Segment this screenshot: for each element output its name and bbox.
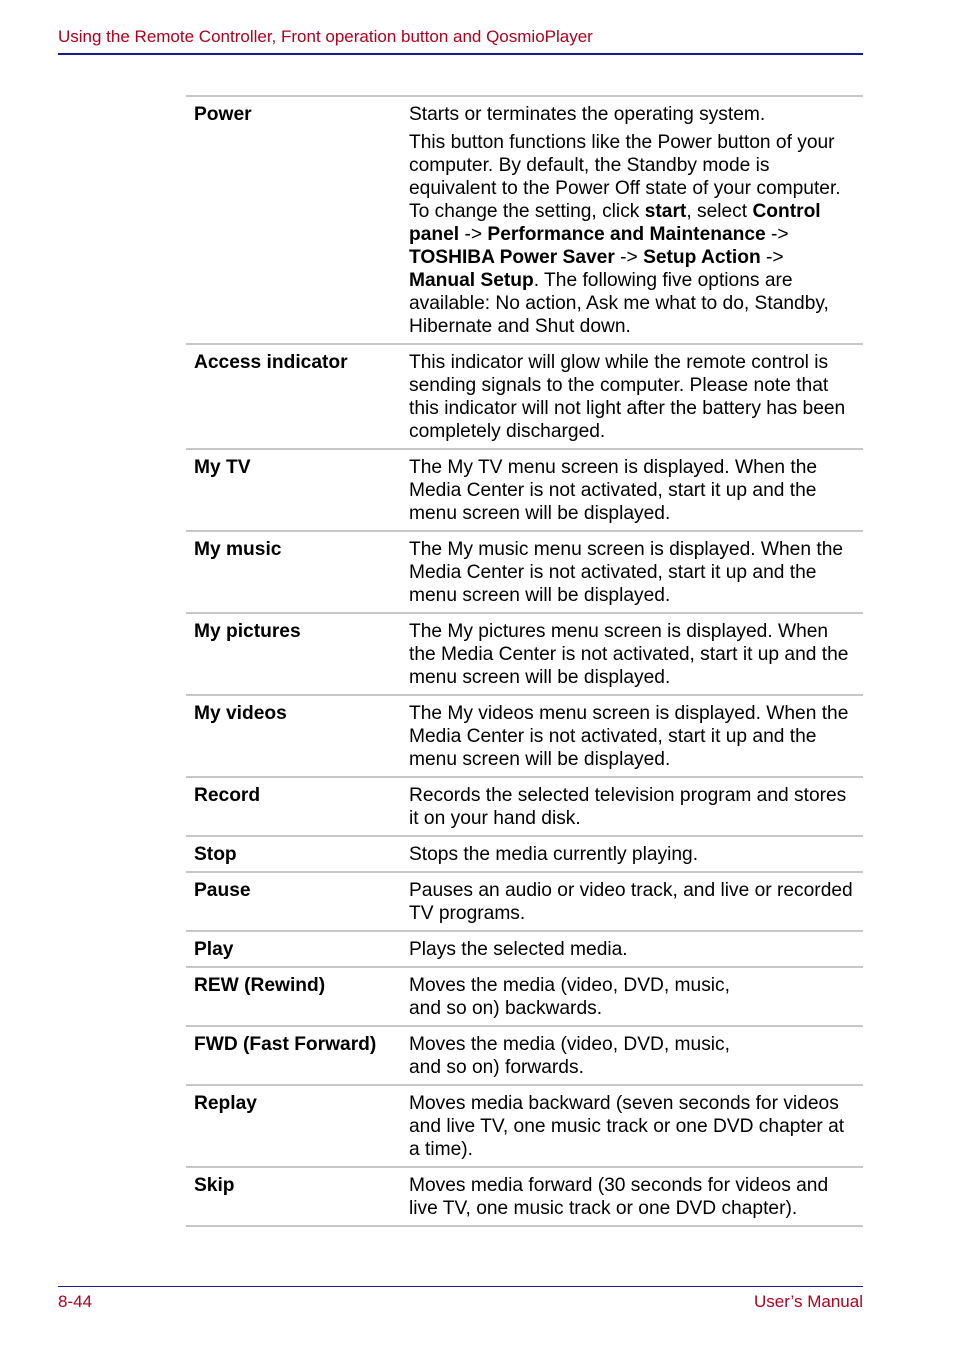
header-rule [58, 53, 863, 55]
term-cell: Stop [194, 844, 237, 865]
table-row [186, 778, 863, 837]
term-cell: Play [194, 939, 234, 960]
bold-term: Manual Setup [409, 270, 534, 291]
description-paragraph: Moves the media (video, DVD, music, and so on) backwards. [409, 975, 730, 1019]
table-row [186, 97, 863, 345]
description-cell [409, 1092, 863, 1161]
description-cell [409, 1033, 863, 1079]
table-row [186, 1086, 863, 1168]
bold-term: TOSHIBA Power Saver [409, 247, 615, 268]
term-cell: My pictures [194, 621, 301, 642]
description-cell [409, 974, 863, 1020]
description-cell [409, 351, 863, 443]
description-cell [409, 938, 863, 961]
table-row [186, 1027, 863, 1086]
text-run: . The following five options are available: No action, Ask me what to do, Standby, Hibernate and Shut down. [409, 270, 829, 337]
description-paragraph [409, 131, 855, 338]
term-cell: My videos [194, 703, 287, 724]
button-function-table [186, 95, 863, 1227]
term-cell: My TV [194, 457, 251, 478]
table-row [186, 968, 863, 1027]
table-row [186, 614, 863, 696]
term-cell: Replay [194, 1093, 257, 1114]
table-row [186, 873, 863, 932]
description-cell [409, 784, 863, 830]
description-paragraph: Moves the media (video, DVD, music, and so on) forwards. [409, 1034, 730, 1078]
bold-term: Setup Action [643, 247, 761, 268]
description-paragraph: Moves media backward (seven seconds for videos and live TV, one music track or one DVD chapter at a time). [409, 1093, 845, 1160]
term-cell: Power [194, 104, 252, 125]
term-cell: Record [194, 785, 261, 806]
text-run: This button functions like the Power button of your computer. By default, the Standby mode is equivalent to the Power Off state of your computer. To change the setting, click [409, 132, 841, 222]
description-cell [409, 702, 863, 771]
text-run: -> [459, 224, 488, 245]
bold-term: Control panel [409, 201, 821, 245]
description-paragraph: The My pictures menu screen is displayed. When the Media Center is not activated, start it up and the menu screen will be displayed. [409, 621, 849, 688]
running-header: Using the Remote Controller, Front operation button and QosmioPlayer [58, 27, 593, 46]
description-paragraph: The My videos menu screen is displayed. When the Media Center is not activated, start it up and the menu screen will be displayed. [409, 703, 849, 770]
description-cell [409, 1174, 863, 1220]
description-paragraph: The My music menu screen is displayed. When the Media Center is not activated, start it up and the menu screen will be displayed. [409, 539, 844, 606]
table-row [186, 450, 863, 532]
manual-title: User’s Manual [754, 1292, 863, 1311]
description-paragraph: Starts or terminates the operating system. [409, 104, 766, 125]
description-cell [409, 620, 863, 689]
term-cell: REW (Rewind) [194, 975, 326, 996]
term-cell: Skip [194, 1175, 235, 1196]
description-paragraph: Plays the selected media. [409, 939, 628, 960]
text-run: -> [614, 247, 644, 268]
table-row [186, 837, 863, 873]
description-paragraph: This indicator will glow while the remote control is sending signals to the computer. Please note that this indicator will not light after the battery has been completely discharged. [409, 352, 846, 442]
description-cell [409, 103, 863, 338]
description-cell [409, 879, 863, 925]
term-cell: FWD (Fast Forward) [194, 1034, 377, 1055]
term-cell: Access indicator [194, 352, 348, 373]
page-number: 8-44 [58, 1292, 93, 1311]
description-cell [409, 456, 863, 525]
description-paragraph: Moves media forward (30 seconds for videos and live TV, one music track or one DVD chapter). [409, 1175, 829, 1219]
table-row [186, 932, 863, 968]
term-cell: My music [194, 539, 282, 560]
description-paragraph: Records the selected television program and stores it on your hand disk. [409, 785, 847, 829]
text-run: , select [686, 201, 753, 222]
table-row [186, 1168, 863, 1227]
table-row [186, 696, 863, 778]
description-paragraph: The My TV menu screen is displayed. When the Media Center is not activated, start it up and the menu screen will be displayed. [409, 457, 818, 524]
table-row [186, 532, 863, 614]
bold-term: Performance and Maintenance [487, 224, 766, 245]
footer-rule [58, 1286, 863, 1287]
description-paragraph: Stops the media currently playing. [409, 844, 699, 865]
term-cell: Pause [194, 880, 251, 901]
bold-term: start [644, 201, 687, 222]
table-row [186, 345, 863, 450]
text-run: -> [765, 224, 789, 245]
description-cell [409, 843, 863, 866]
description-paragraph: Pauses an audio or video track, and live or recorded TV programs. [409, 880, 853, 924]
description-cell [409, 538, 863, 607]
text-run: -> [760, 247, 784, 268]
